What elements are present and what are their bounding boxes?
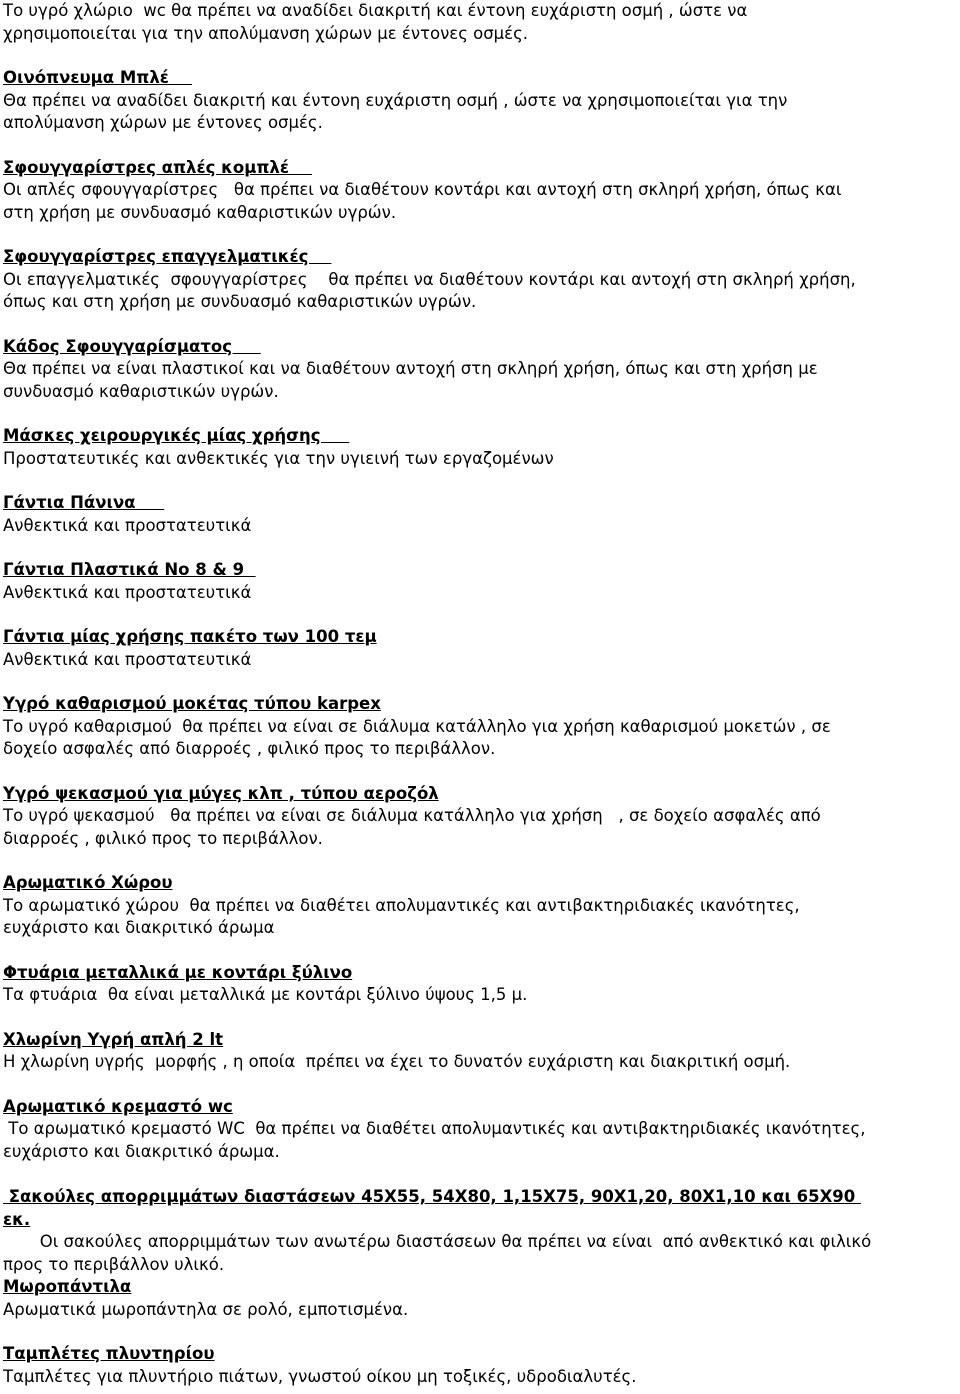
section-text: Ανθεκτικά και προστατευτικά <box>3 515 252 535</box>
section-text: Ανθεκτικά και προστατευτικά <box>3 649 252 669</box>
section-item-0 <box>3 0 960 45</box>
section-title: Γάντια Πλαστικά Νο 8 & 9 <box>3 560 256 579</box>
section-title: Σφουγγαρίστρες απλές κομπλέ <box>3 157 313 177</box>
section-title: Υγρό ψεκασμού για μύγες κλπ , τύπου αεροζόλ <box>3 783 439 803</box>
section-gap <box>3 671 960 693</box>
section-item-10 <box>3 783 960 851</box>
section-text: Η χλωρίνη υγρής μορφής , η οποία πρέπει να έχει το δυνατόν ευχάριστη και διακριτική οσμή. <box>3 1052 791 1071</box>
section-gap <box>3 940 960 962</box>
section-text: Θα πρέπει να είναι πλαστικοί και να διαθέτουν αντοχή στη σκληρή χρήση, όπως και στη χρήση με <box>3 359 818 378</box>
section-bags <box>3 1186 960 1276</box>
section-gap <box>3 135 960 157</box>
section-title: Ταμπλέτες πλυντηρίου <box>3 1344 215 1363</box>
section-text: Το υγρό ψεκασμού θα πρέπει να είναι σε διάλυμα κατάλληλο για χρήση , σε δοχείο ασφαλές από <box>3 806 821 825</box>
section-title: Αρωματικό Χώρου <box>3 873 173 892</box>
section-text: Ταμπλέτες για πλυντήριο πιάτων, γνωστού οίκου μη τοξικές, υδροδιαλυτές. <box>3 1366 637 1386</box>
section-gap <box>3 1007 960 1029</box>
section-title: Φτυάρια μεταλλικά με κοντάρι ξύλινο <box>3 962 353 982</box>
section-item-1 <box>3 67 960 135</box>
section-item-9 <box>3 693 960 761</box>
section-text: όπως και στη χρήση με συνδυασμό καθαριστικών υγρών. <box>3 292 477 311</box>
section-gap <box>3 604 960 626</box>
section-item-2 <box>3 157 960 225</box>
section-dishwasher-tablets <box>3 1343 960 1388</box>
section-item-11 <box>3 872 960 940</box>
section-title: Γάντια Πάνινα <box>3 493 165 512</box>
section-item-5 <box>3 425 960 470</box>
section-text: απολύμανση χώρων με έντονες οσμές. <box>3 113 323 132</box>
section-item-4 <box>3 336 960 404</box>
section-text: Προστατευτικές και ανθεκτικές για την υγιεινή των εργαζομένων <box>3 448 554 468</box>
section-title-continued: εκ. <box>3 1209 31 1229</box>
section-text: στη χρήση με συνδυασμό καθαριστικών υγρών. <box>3 202 397 222</box>
section-text: χρησιμοποιείται για την απολύμανση χώρων με έντονες οσμές. <box>3 23 529 43</box>
section-mops <box>3 1276 960 1321</box>
section-title: Σφουγγαρίστρες επαγγελματικές <box>3 247 332 266</box>
section-gap <box>3 850 960 872</box>
section-text: Το υγρό καθαρισμού θα πρέπει να είναι σε διάλυμα κατάλληλο για χρήση καθαρισμού μοκετών , σε <box>3 716 831 736</box>
section-text: Οι επαγγελματικές σφουγγαρίστρες θα πρέπει να διαθέτουν κοντάρι και αντοχή στη σκληρή χρήση, <box>3 269 856 289</box>
section-gap <box>3 403 960 425</box>
section-gap <box>3 761 960 783</box>
section-title: Κάδος Σφουγγαρίσματος <box>3 336 261 356</box>
section-text: Αρωματικά μωροπάντηλα σε ρολό, εμποτισμένα. <box>3 1299 409 1319</box>
section-text: Το υγρό χλώριο wc θα πρέπει να αναδίδει διακριτή και έντονη ευχάριστη οσμή , ώστε να <box>3 1 748 20</box>
section-text: διαρροές , φιλικό προς το περιβάλλον. <box>3 828 323 848</box>
section-text: Θα πρέπει να αναδίδει διακριτή και έντονη ευχάριστη οσμή , ώστε να χρησιμοποιείται για την <box>3 90 788 110</box>
section-text: Οι απλές σφουγγαρίστρες θα πρέπει να διαθέτουν κοντάρι και αντοχή στη σκληρή χρήση, όπως και <box>3 180 842 199</box>
section-text: Το αρωματικό χώρου θα πρέπει να διαθέτει απολυμαντικές και αντιβακτηριδιακές ικανότητες, <box>3 895 800 915</box>
section-gap <box>3 45 960 67</box>
section-text: Ανθεκτικά και προστατευτικά <box>3 582 252 602</box>
section-item-8 <box>3 626 960 671</box>
section-item-6 <box>3 492 960 537</box>
section-text: ευχάριστο και διακριτικό άρωμα. <box>3 1141 280 1161</box>
section-title: Σακούλες απορριμμάτων διαστάσεων 45Χ55, 54Χ80, 1,15Χ75, 90Χ1,20, 80Χ1,10 και 65Χ90 <box>3 1187 862 1206</box>
section-gap <box>3 314 960 336</box>
section-gap <box>3 1321 960 1343</box>
section-item-12 <box>3 962 960 1007</box>
section-text: ευχάριστο και διακριτικό άρωμα <box>3 918 275 937</box>
section-gap <box>3 224 960 246</box>
section-gap <box>3 1074 960 1096</box>
section-gap <box>3 470 960 492</box>
section-title: Μάσκες χειρουργικές μίας χρήσης <box>3 426 350 445</box>
section-item-14 <box>3 1096 960 1164</box>
section-text: Οι σακούλες απορριμμάτων των ανωτέρω διαστάσεων θα πρέπει να είναι από ανθεκτικό και φιλικό <box>3 1232 872 1251</box>
section-text: δοχείο ασφαλές από διαρροές , φιλικό προς το περιβάλλον. <box>3 739 496 758</box>
section-item-7 <box>3 559 960 604</box>
section-text: Τα φτυάρια θα είναι μεταλλικά με κοντάρι ξύλινο ύψους 1,5 μ. <box>3 985 528 1004</box>
section-title: Υγρό καθαρισμού μοκέτας τύπου karpex <box>3 694 381 713</box>
section-text: συνδυασμό καθαριστικών υγρών. <box>3 381 279 401</box>
section-title: Χλωρίνη Υγρή απλή 2 lt <box>3 1029 224 1049</box>
section-text: προς το περιβάλλον υλικό. <box>3 1254 225 1274</box>
section-title: Αρωματικό κρεμαστό wc <box>3 1096 233 1116</box>
section-item-13 <box>3 1029 960 1074</box>
section-gap <box>3 537 960 559</box>
section-gap <box>3 1163 960 1186</box>
section-title: Γάντια μίας χρήσης πακέτο των 100 τεμ <box>3 627 377 646</box>
section-item-3 <box>3 246 960 314</box>
section-title: Μωροπάντιλα <box>3 1277 132 1296</box>
section-title: Οινόπνευμα Μπλέ <box>3 68 192 87</box>
section-text: Το αρωματικό κρεμαστό WC θα πρέπει να διαθέτει απολυμαντικές και αντιβακτηριδιακές ικανότητες, <box>3 1119 866 1138</box>
